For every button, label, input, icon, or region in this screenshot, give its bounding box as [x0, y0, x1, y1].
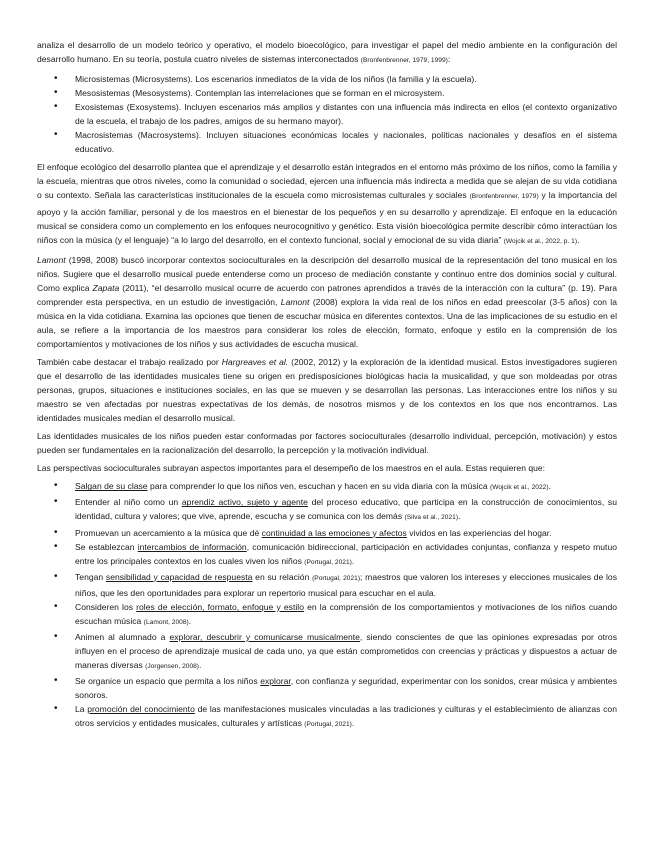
- text-run: (2008) explora la vida real de los niños en edad preescolar (3-5 años) con la música en la vida cotidiana. Examina las opciones que tienen de escuchar música en diferentes contextos. Una de las implicaciones de su estudio en el aula, se refiere a la importancia de los maestros para considerar los roles de elección, formato, enfoque y estilo en la comprensión de los comportamientos y motivaciones de los niños y sus actividades de escucha musical.: [37, 296, 617, 349]
- text-run: , comunicación bidireccional, participación en actividades conjuntas, confianza y respeto mutuo entre los principales contextos en los cuales viven los niños: [75, 541, 617, 566]
- citation: (Portugal, 2021): [312, 574, 361, 582]
- text-run: Se establezcan: [75, 541, 138, 552]
- text-run: para comprender lo que los niños ven, escuchan y hacen en su vida diaria con la música: [147, 481, 491, 492]
- text-run: .: [351, 718, 355, 729]
- text-run: .: [188, 615, 192, 626]
- citation: (Portugal, 2021): [304, 721, 352, 729]
- underlined-key-phrase: roles de elección, formato, enfoque y estilo: [136, 601, 304, 612]
- text-run: Exosistemas (Exosystems). Incluyen escenarios más amplios y distantes con una influencia más indirecta en ellos (el contexto organizativo de la escuela, el trabajo de los padres, amigos de su hermano mayor).: [75, 102, 617, 127]
- text-run: en su relación: [252, 571, 313, 582]
- text-run: La: [75, 704, 88, 715]
- citation: (Silva et al., 2021): [404, 514, 459, 522]
- citation: (Bronfenbrenner, 1979, 1999): [360, 57, 448, 65]
- text-run: Consideren los: [75, 601, 137, 612]
- document-body: [37, 38, 617, 736]
- text-run: Se organice un espacio que permita a los niños: [75, 675, 261, 686]
- text-run: Las identidades musicales de los niños pueden estar conformadas por factores socioculturales (desarrollo individual, percepción, motivación) y estos pueden ser fundamentales en la racionalización del desarrollo, la percepción y la motivación individual.: [37, 431, 617, 456]
- text-run: Microsistemas (Microsystems). Los escenarios inmediatos de la vida de los niños (la familia y la escuela).: [75, 74, 477, 85]
- list-item: [75, 570, 617, 600]
- paragraph: [37, 38, 617, 68]
- text-run: Las perspectivas socioculturales subrayan aspectos importantes para el desempeño de los maestros en el aula. Estas requieren que:: [37, 463, 546, 474]
- text-run: .: [351, 555, 355, 566]
- text-run: , con confianza y seguridad, experimentar con los sonidos, crear música y ambientes sonoros.: [75, 675, 617, 701]
- list-item: [75, 479, 617, 495]
- list-item: [75, 128, 617, 156]
- underlined-key-phrase: intercambios de información: [137, 541, 247, 552]
- underlined-key-phrase: Salgan de su clase: [75, 481, 148, 492]
- list-item: [75, 600, 617, 630]
- text-run: (2002, 2012) y la exploración de la identidad musical. Estos investigadores sugieren que el desarrollo de las identidades musicales tiene su origen en predisposiciones biológicas hacia la musicalidad, y que son moldeadas por otras personas, grupos, situaciones e instituciones sociales, en las que se mueven y se desarrollan las personas. Las interacciones entre los niños y su maestro se ven afectadas por nuestras expectativas de los demás, de nosotros mismos y de los contextos en los que nos encontramos. Las identidades musicales median el desarrollo musical.: [37, 356, 617, 424]
- paragraph: [37, 429, 617, 457]
- underlined-key-phrase: sensibilidad y capacidad de respuesta: [105, 571, 253, 582]
- list-item: [75, 72, 617, 86]
- list-item: [75, 526, 617, 540]
- citation: (Portugal, 2021): [304, 558, 352, 566]
- list-item: [75, 495, 617, 525]
- text-run: :: [447, 54, 451, 65]
- paragraph: [37, 253, 617, 351]
- list-item: [75, 630, 617, 674]
- text-run: .: [458, 511, 461, 522]
- text-run: El enfoque ecológico del desarrollo plantea que el aprendizaje y el desarrollo están integrados en el entorno más próximo de los niños, como la familia y la escuela, mientras que otros niveles, como la comunidad o sociedad, ejercen una influencia más indirecta a medida que se alejan de su vida cotidiana o su contexto. Señala las características institucionales de la escuela como microsistemas culturales y sociales: [37, 162, 617, 201]
- underlined-key-phrase: promoción del conocimiento: [87, 704, 195, 715]
- underlined-key-phrase: explorar, descubrir y comunicarse musicalmente: [169, 631, 360, 642]
- author-name: Lamont: [280, 296, 310, 307]
- text-run: (2011), “el desarrollo musical ocurre de acuerdo con patrones aprendidos a través de la interacción con la cultura” (p. 19). Para comprender esta perspectiva, en un estudio de investigación,: [37, 282, 617, 307]
- list-item: [75, 86, 617, 100]
- text-run: ; maestros que valoren los intereses y elecciones musicales de los niños, que les den oportunidades para explorar un repertorio musical para escuchar en el aula.: [75, 571, 618, 598]
- citation: (Wojcik et al., 2022, p. 1): [503, 237, 578, 245]
- text-run: También cabe destacar el trabajo realizado por: [37, 356, 222, 367]
- text-run: Tengan: [75, 571, 106, 582]
- list-item: [75, 674, 617, 702]
- author-name: Lamont: [37, 254, 66, 265]
- text-run: Macrosistemas (Macrosystems). Incluyen situaciones económicas locales y nacionales, políticas nacionales y desafíos en el sistema educativo.: [75, 130, 617, 155]
- text-run: Promuevan un acercamiento a la música que dé: [75, 527, 262, 538]
- list-item: [75, 100, 617, 128]
- underlined-key-phrase: continuidad a las emociones y afectos: [261, 527, 407, 538]
- citation: (Jorgensen, 2008): [145, 662, 200, 670]
- text-run: .: [548, 481, 551, 492]
- text-run: del proceso educativo, que participa en la construcción de conocimientos, su identidad, cultura y valores; que vive, aprende, escucha y se comunica con los demás: [75, 497, 617, 522]
- author-name: Hargreaves et al.: [221, 356, 289, 367]
- text-run: Animen al alumnado a: [75, 631, 170, 642]
- bullet-list: [37, 479, 617, 732]
- list-item: [75, 540, 617, 570]
- paragraph: [37, 355, 617, 425]
- citation: (Bronfenbrenner, 1979): [469, 193, 539, 201]
- text-run: en la comprensión de los comportamientos y motivaciones de los niños cuando escuchan música: [75, 601, 617, 626]
- text-run: analiza el desarrollo de un modelo teórico y operativo, el modelo bioecológico, para investigar el papel del medio ambiente en la configuración del desarrollo humano. En su teoría, postula cuatro niveles de sistemas interconectados: [37, 40, 617, 65]
- text-run: (1998, 2008) buscó incorporar contextos socioculturales en la descripción del desarrollo musical de la representación del tono musical en los niños. Sugiere que el desarrollo musical puede entenderse como un proceso de mediación constante y continuo entre dos dominios social y cultural. Como explica: [37, 254, 617, 293]
- underlined-key-phrase: explorar: [260, 675, 291, 686]
- text-run: de las manifestaciones musicales vinculadas a las tradiciones y culturas y el establecimiento de alianzas con otros servicios y entidades musicales, culturales y artísticas: [75, 704, 617, 729]
- text-run: .: [577, 234, 580, 245]
- list-item: [75, 702, 617, 732]
- text-run: .: [199, 659, 202, 670]
- text-run: Mesosistemas (Mesosystems). Contemplan las interrelaciones que se forman en el microsystem.: [75, 88, 445, 99]
- citation: (Wojcik et al., 2022): [490, 484, 549, 492]
- text-run: , siendo conscientes de que las opiniones expresadas por otros influyen en el proceso de aprendizaje musical de cada uno, ya que están comprometidos con creencias y prácticas y dispuestos a actuar de maneras diversas: [75, 631, 617, 670]
- underlined-key-phrase: aprendiz activo, sujeto y agente: [181, 497, 308, 508]
- text-run: vividos en las experiencias del hogar.: [406, 527, 552, 538]
- citation: (Lamont, 2008): [143, 618, 189, 626]
- paragraph: [37, 461, 617, 475]
- text-run: y la importancia del apoyo y la acción familiar, personal y de los maestros en el bienestar de los pequeños y en su desarrollo y aprendizaje. El enfoque en la educación musical se considera como un complemento en los enfoques neurocognitivo y genético. Esta visión bioecológica permite describir cómo interactúan los niños con la música (y el lenguaje) “a lo largo del desarrollo, en el contexto funcional, social y emocional de su vida diaria”: [37, 190, 617, 245]
- text-run: Entender al niño como un: [75, 497, 182, 508]
- paragraph: [37, 160, 617, 248]
- author-name: Zapata: [92, 282, 120, 293]
- bullet-list: [37, 72, 617, 156]
